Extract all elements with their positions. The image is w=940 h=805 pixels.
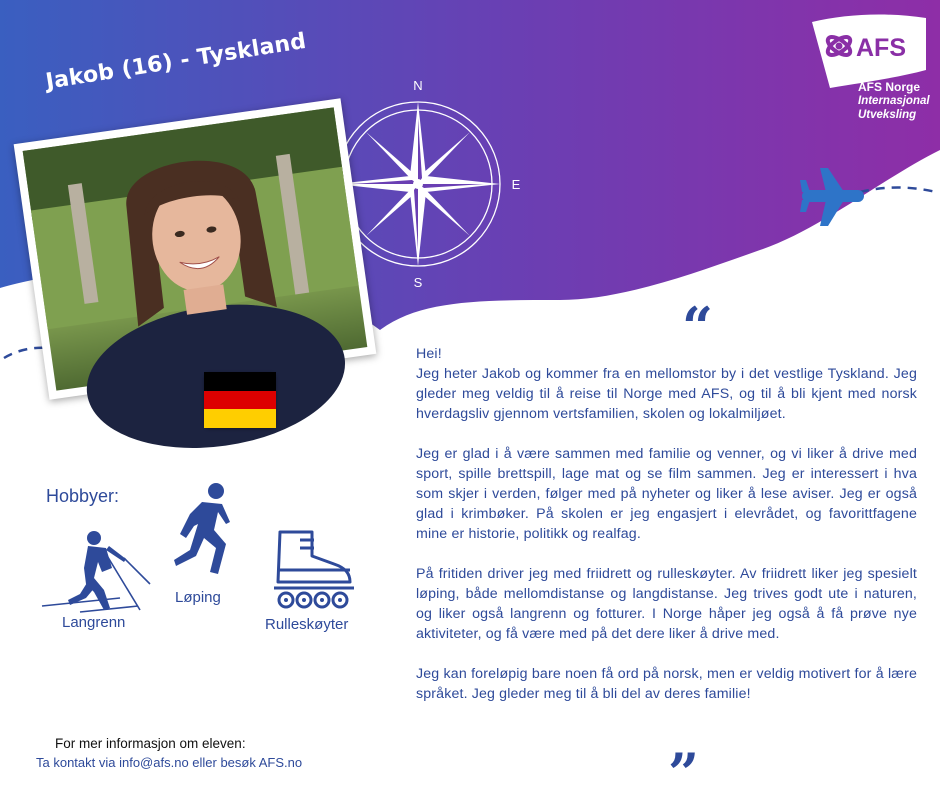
- roller-skate-icon: [272, 526, 356, 610]
- hobbies-heading: Hobbyer:: [46, 486, 120, 506]
- hobby-label-loping: Løping: [175, 589, 221, 606]
- compass-rose-icon: [340, 78, 521, 290]
- hobby-label-langrenn: Langrenn: [62, 614, 126, 631]
- hobby-label-rulleskoyter: Rulleskøyter: [265, 616, 349, 633]
- open-quote-icon: “: [682, 295, 714, 359]
- letter-intro: [416, 344, 917, 424]
- student-title: Jakob (16) - Tyskland: [44, 28, 308, 95]
- afs-tagline-line1: AFS Norge: [858, 80, 921, 94]
- letter-paragraph-4: Jeg kan foreløpig bare noen få ord på norsk, men er veldig motivert for å lære språket. Jeg gleder meg til å bli del av deres familie!: [416, 666, 917, 702]
- afs-tagline: [858, 80, 930, 122]
- afs-tagline-line2: Internasjonal: [858, 95, 930, 107]
- student-photo: [23, 107, 368, 390]
- student-photo-illustration: [23, 107, 368, 390]
- letter-paragraph-1: Jeg heter Jakob og kommer fra en mellomstor by i det vestlige Tyskland. Jeg gleder meg veldig til å reise til Norge med AFS, og til å bli kjent med norsk hverdagsliv gjennom vertsfamilien, skolen og lokalmiljøet.: [416, 366, 917, 422]
- letter-paragraph-2: Jeg er glad i å være sammen med familie og venner, og vi liker å drive med sport, spille brettspill, lage mat og se film sammen. Jeg er interessert i hva som skjer i verden, følger med på nyheter og liker å lese aviser. Jeg er også glad i krimbøker. På skolen er jeg engasjert i elevrådet, og favorittfagene mine er historie, politikk og realfag.: [416, 446, 917, 542]
- compass-south-label: S: [413, 275, 423, 290]
- compass-east-label: E: [511, 177, 521, 192]
- student-photo-frame: [14, 98, 377, 399]
- germany-flag-icon: [204, 372, 276, 428]
- airplane-icon: [798, 168, 872, 226]
- contact-line[interactable]: Ta kontakt via info@afs.no eller besøk AFS.no: [36, 755, 303, 770]
- close-quote-icon: ”: [668, 741, 700, 805]
- afs-tagline-line3: Utveksling: [858, 109, 917, 121]
- cross-country-skier-icon: [40, 528, 156, 614]
- afs-logo-text: AFS: [856, 34, 906, 62]
- compass-north-label: N: [413, 78, 423, 93]
- letter-greeting: Hei!: [416, 346, 442, 362]
- letter-paragraph-3: På fritiden driver jeg med friidrett og rulleskøyter. Av friidrett liker jeg spesielt løping, både mellomdistanse og langdistanse. Jeg trives godt ute i naturen, og liker også langrenn og fotturer. I Norge håper jeg også å få prøve nye aktiviteter, og få være med på det dere liker å drive med.: [416, 566, 917, 642]
- flag-stripe-black: [204, 372, 276, 391]
- runner-icon: [172, 482, 238, 580]
- flag-stripe-gold: [204, 409, 276, 428]
- student-letter: [416, 344, 917, 704]
- flag-stripe-red: [204, 391, 276, 410]
- contact-heading: For mer informasjon om eleven:: [55, 736, 246, 751]
